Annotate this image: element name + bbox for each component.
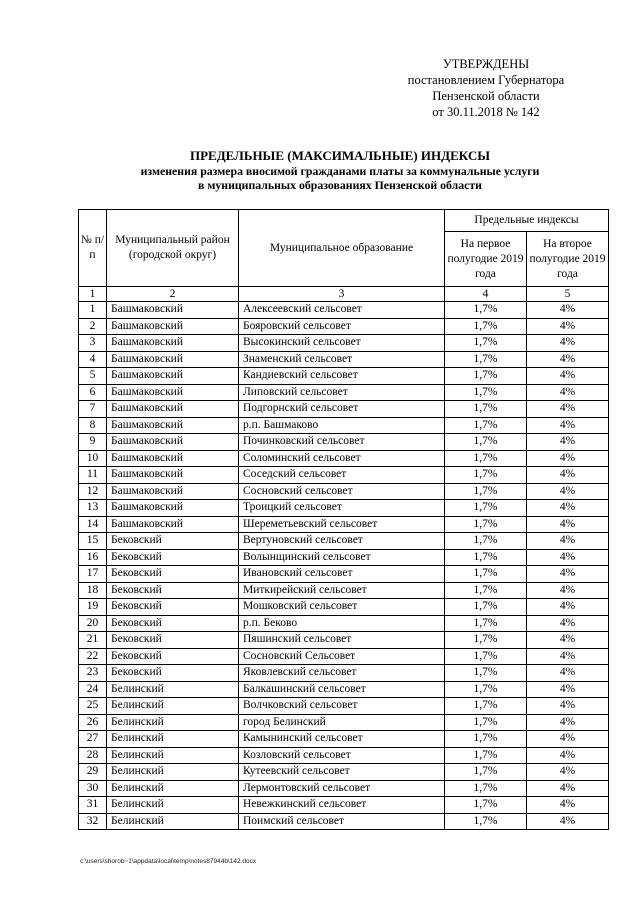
district-cell: Башмаковский <box>107 302 239 319</box>
table-row <box>79 698 609 715</box>
first-half-index-cell: 1,7% <box>445 318 527 335</box>
row-number: 16 <box>79 549 107 566</box>
second-half-index-cell: 4% <box>527 764 609 781</box>
second-half-index-cell: 4% <box>527 335 609 352</box>
second-half-index-cell: 4% <box>527 533 609 550</box>
row-number: 28 <box>79 747 107 764</box>
district-cell: Белинский <box>107 714 239 731</box>
second-half-index-cell: 4% <box>527 401 609 418</box>
column-number: 3 <box>239 287 445 302</box>
second-half-index-cell: 4% <box>527 698 609 715</box>
second-half-index-cell: 4% <box>527 632 609 649</box>
municipality-cell: р.п. Башмаково <box>239 417 445 434</box>
row-number: 6 <box>79 384 107 401</box>
row-number: 19 <box>79 599 107 616</box>
first-half-index-cell: 1,7% <box>445 384 527 401</box>
second-half-index-cell: 4% <box>527 780 609 797</box>
row-number: 3 <box>79 335 107 352</box>
row-number: 17 <box>79 566 107 583</box>
first-half-index-cell: 1,7% <box>445 681 527 698</box>
row-number: 15 <box>79 533 107 550</box>
district-cell: Бековский <box>107 665 239 682</box>
municipality-cell: Мошковский сельсовет <box>239 599 445 616</box>
row-number: 13 <box>79 500 107 517</box>
table-row <box>79 450 609 467</box>
table-row <box>79 318 609 335</box>
table-row <box>79 780 609 797</box>
table-row <box>79 681 609 698</box>
header-first-half: На первое полугодие 2019 года <box>445 232 527 287</box>
row-number: 26 <box>79 714 107 731</box>
first-half-index-cell: 1,7% <box>445 417 527 434</box>
first-half-index-cell: 1,7% <box>445 549 527 566</box>
district-cell: Башмаковский <box>107 483 239 500</box>
row-number: 20 <box>79 615 107 632</box>
row-number: 12 <box>79 483 107 500</box>
municipality-cell: Сосновский Сельсовет <box>239 648 445 665</box>
municipality-cell: Соседский сельсовет <box>239 467 445 484</box>
municipality-cell: Кутеевский сельсовет <box>239 764 445 781</box>
second-half-index-cell: 4% <box>527 417 609 434</box>
row-number: 11 <box>79 467 107 484</box>
municipality-cell: Яковлевский сельсовет <box>239 665 445 682</box>
table-row <box>79 516 609 533</box>
title-line-1: ПРЕДЕЛЬНЫЕ (МАКСИМАЛЬНЫЕ) ИНДЕКСЫ <box>190 148 490 163</box>
second-half-index-cell: 4% <box>527 665 609 682</box>
table-row <box>79 599 609 616</box>
header-second-half: На второе полугодие 2019 года <box>527 232 609 287</box>
approval-stamp <box>380 56 592 120</box>
table-row <box>79 665 609 682</box>
first-half-index-cell: 1,7% <box>445 533 527 550</box>
table-row <box>79 549 609 566</box>
district-cell: Башмаковский <box>107 368 239 385</box>
table-row <box>79 533 609 550</box>
municipality-cell: Вертуновский сельсовет <box>239 533 445 550</box>
district-cell: Белинский <box>107 731 239 748</box>
district-cell: Бековский <box>107 566 239 583</box>
table-body <box>79 302 609 830</box>
second-half-index-cell: 4% <box>527 450 609 467</box>
table-row <box>79 351 609 368</box>
row-number: 14 <box>79 516 107 533</box>
table-row <box>79 566 609 583</box>
row-number: 4 <box>79 351 107 368</box>
header-limits: Предельные индексы <box>445 210 609 232</box>
municipality-cell: Волчковский сельсовет <box>239 698 445 715</box>
first-half-index-cell: 1,7% <box>445 351 527 368</box>
second-half-index-cell: 4% <box>527 615 609 632</box>
table-row <box>79 384 609 401</box>
table-row <box>79 615 609 632</box>
row-number: 24 <box>79 681 107 698</box>
row-number: 29 <box>79 764 107 781</box>
first-half-index-cell: 1,7% <box>445 698 527 715</box>
table-row <box>79 335 609 352</box>
indices-table <box>78 209 609 830</box>
first-half-index-cell: 1,7% <box>445 516 527 533</box>
table-row <box>79 401 609 418</box>
district-cell: Белинский <box>107 813 239 830</box>
row-number: 7 <box>79 401 107 418</box>
approval-authority: постановлением Губернатора <box>407 73 565 87</box>
row-number: 32 <box>79 813 107 830</box>
second-half-index-cell: 4% <box>527 483 609 500</box>
municipality-cell: Миткирейский сельсовет <box>239 582 445 599</box>
second-half-index-cell: 4% <box>527 797 609 814</box>
municipality-cell: Сосновский сельсовет <box>239 483 445 500</box>
row-number: 2 <box>79 318 107 335</box>
district-cell: Бековский <box>107 549 239 566</box>
municipality-cell: Троицкий сельсовет <box>239 500 445 517</box>
row-number: 22 <box>79 648 107 665</box>
municipality-cell: Подгорнский сельсовет <box>239 401 445 418</box>
municipality-cell: Поимский сельсовет <box>239 813 445 830</box>
title-line-3: в муниципальных образованиях Пензенской области <box>198 178 482 192</box>
first-half-index-cell: 1,7% <box>445 500 527 517</box>
district-cell: Бековский <box>107 582 239 599</box>
district-cell: Бековский <box>107 533 239 550</box>
header-municipality: Муниципальное образование <box>239 210 445 287</box>
first-half-index-cell: 1,7% <box>445 434 527 451</box>
municipality-cell: Липовский сельсовет <box>239 384 445 401</box>
table-header <box>79 210 609 287</box>
district-cell: Башмаковский <box>107 401 239 418</box>
municipality-cell: Шереметьевский сельсовет <box>239 516 445 533</box>
second-half-index-cell: 4% <box>527 549 609 566</box>
first-half-index-cell: 1,7% <box>445 797 527 814</box>
second-half-index-cell: 4% <box>527 384 609 401</box>
document-title <box>60 148 620 192</box>
row-number: 9 <box>79 434 107 451</box>
first-half-index-cell: 1,7% <box>445 648 527 665</box>
first-half-index-cell: 1,7% <box>445 714 527 731</box>
title-line-2: изменения размера вносимой гражданами платы за коммунальные услуги <box>140 164 540 178</box>
second-half-index-cell: 4% <box>527 582 609 599</box>
row-number: 21 <box>79 632 107 649</box>
first-half-index-cell: 1,7% <box>445 665 527 682</box>
second-half-index-cell: 4% <box>527 566 609 583</box>
municipality-cell: Козловский сельсовет <box>239 747 445 764</box>
approval-date-number: от 30.11.2018 № 142 <box>432 105 540 119</box>
header-num: № п/п <box>79 210 107 287</box>
table-row <box>79 764 609 781</box>
first-half-index-cell: 1,7% <box>445 335 527 352</box>
district-cell: Башмаковский <box>107 500 239 517</box>
district-cell: Башмаковский <box>107 434 239 451</box>
district-cell: Бековский <box>107 632 239 649</box>
column-numbers-row <box>79 287 609 302</box>
municipality-cell: Ивановский сельсовет <box>239 566 445 583</box>
district-cell: Белинский <box>107 681 239 698</box>
municipality-cell: Знаменский сельсовет <box>239 351 445 368</box>
approval-title: УТВЕРЖДЕНЫ <box>442 57 530 71</box>
row-number: 25 <box>79 698 107 715</box>
first-half-index-cell: 1,7% <box>445 747 527 764</box>
municipality-cell: город Белинский <box>239 714 445 731</box>
second-half-index-cell: 4% <box>527 516 609 533</box>
second-half-index-cell: 4% <box>527 351 609 368</box>
municipality-cell: Волынщинский сельсовет <box>239 549 445 566</box>
district-cell: Башмаковский <box>107 417 239 434</box>
second-half-index-cell: 4% <box>527 731 609 748</box>
district-cell: Башмаковский <box>107 516 239 533</box>
district-cell: Бековский <box>107 599 239 616</box>
row-number: 10 <box>79 450 107 467</box>
table-row <box>79 417 609 434</box>
municipality-cell: Бояровский сельсовет <box>239 318 445 335</box>
first-half-index-cell: 1,7% <box>445 368 527 385</box>
table-row <box>79 434 609 451</box>
row-number: 8 <box>79 417 107 434</box>
table-row <box>79 813 609 830</box>
row-number: 27 <box>79 731 107 748</box>
district-cell: Башмаковский <box>107 335 239 352</box>
table-row <box>79 797 609 814</box>
first-half-index-cell: 1,7% <box>445 450 527 467</box>
first-half-index-cell: 1,7% <box>445 632 527 649</box>
row-number: 5 <box>79 368 107 385</box>
municipality-cell: Пяшинский сельсовет <box>239 632 445 649</box>
municipality-cell: р.п. Беково <box>239 615 445 632</box>
row-number: 30 <box>79 780 107 797</box>
table-row <box>79 500 609 517</box>
first-half-index-cell: 1,7% <box>445 483 527 500</box>
first-half-index-cell: 1,7% <box>445 813 527 830</box>
district-cell: Бековский <box>107 648 239 665</box>
municipality-cell: Балкашинский сельсовет <box>239 681 445 698</box>
table-row <box>79 632 609 649</box>
municipality-cell: Высокинский сельсовет <box>239 335 445 352</box>
table-row <box>79 483 609 500</box>
first-half-index-cell: 1,7% <box>445 615 527 632</box>
column-number: 1 <box>79 287 107 302</box>
second-half-index-cell: 4% <box>527 318 609 335</box>
table-row <box>79 368 609 385</box>
district-cell: Белинский <box>107 780 239 797</box>
first-half-index-cell: 1,7% <box>445 780 527 797</box>
first-half-index-cell: 1,7% <box>445 582 527 599</box>
district-cell: Башмаковский <box>107 318 239 335</box>
municipality-cell: Алексеевский сельсовет <box>239 302 445 319</box>
second-half-index-cell: 4% <box>527 714 609 731</box>
district-cell: Башмаковский <box>107 467 239 484</box>
district-cell: Башмаковский <box>107 384 239 401</box>
table-row <box>79 731 609 748</box>
column-number: 5 <box>527 287 609 302</box>
second-half-index-cell: 4% <box>527 813 609 830</box>
first-half-index-cell: 1,7% <box>445 731 527 748</box>
second-half-index-cell: 4% <box>527 302 609 319</box>
table-row <box>79 467 609 484</box>
file-path-footer: c:\users\shorob~1\appdata\local\temp\notes87944b\142.docx <box>80 858 257 865</box>
district-cell: Белинский <box>107 747 239 764</box>
municipality-cell: Лермонтовский сельсовет <box>239 780 445 797</box>
row-number: 18 <box>79 582 107 599</box>
column-number: 4 <box>445 287 527 302</box>
municipality-cell: Починковский сельсовет <box>239 434 445 451</box>
first-half-index-cell: 1,7% <box>445 401 527 418</box>
second-half-index-cell: 4% <box>527 681 609 698</box>
district-cell: Башмаковский <box>107 450 239 467</box>
district-cell: Белинский <box>107 797 239 814</box>
second-half-index-cell: 4% <box>527 434 609 451</box>
district-cell: Белинский <box>107 764 239 781</box>
first-half-index-cell: 1,7% <box>445 764 527 781</box>
district-cell: Башмаковский <box>107 351 239 368</box>
second-half-index-cell: 4% <box>527 500 609 517</box>
table-row <box>79 714 609 731</box>
row-number: 1 <box>79 302 107 319</box>
second-half-index-cell: 4% <box>527 467 609 484</box>
first-half-index-cell: 1,7% <box>445 302 527 319</box>
municipality-cell: Кандиевский сельсовет <box>239 368 445 385</box>
municipality-cell: Невежкинский сельсовет <box>239 797 445 814</box>
second-half-index-cell: 4% <box>527 599 609 616</box>
column-number: 2 <box>107 287 239 302</box>
table-row <box>79 582 609 599</box>
municipality-cell: Камынинский сельсовет <box>239 731 445 748</box>
table-row <box>79 648 609 665</box>
second-half-index-cell: 4% <box>527 648 609 665</box>
second-half-index-cell: 4% <box>527 747 609 764</box>
district-cell: Белинский <box>107 698 239 715</box>
approval-region: Пензенской области <box>432 89 540 103</box>
table-row <box>79 302 609 319</box>
first-half-index-cell: 1,7% <box>445 467 527 484</box>
district-cell: Бековский <box>107 615 239 632</box>
first-half-index-cell: 1,7% <box>445 566 527 583</box>
municipality-cell: Соломинский сельсовет <box>239 450 445 467</box>
header-district: Муниципальный район (городской округ) <box>107 210 239 287</box>
row-number: 23 <box>79 665 107 682</box>
row-number: 31 <box>79 797 107 814</box>
second-half-index-cell: 4% <box>527 368 609 385</box>
table-row <box>79 747 609 764</box>
first-half-index-cell: 1,7% <box>445 599 527 616</box>
